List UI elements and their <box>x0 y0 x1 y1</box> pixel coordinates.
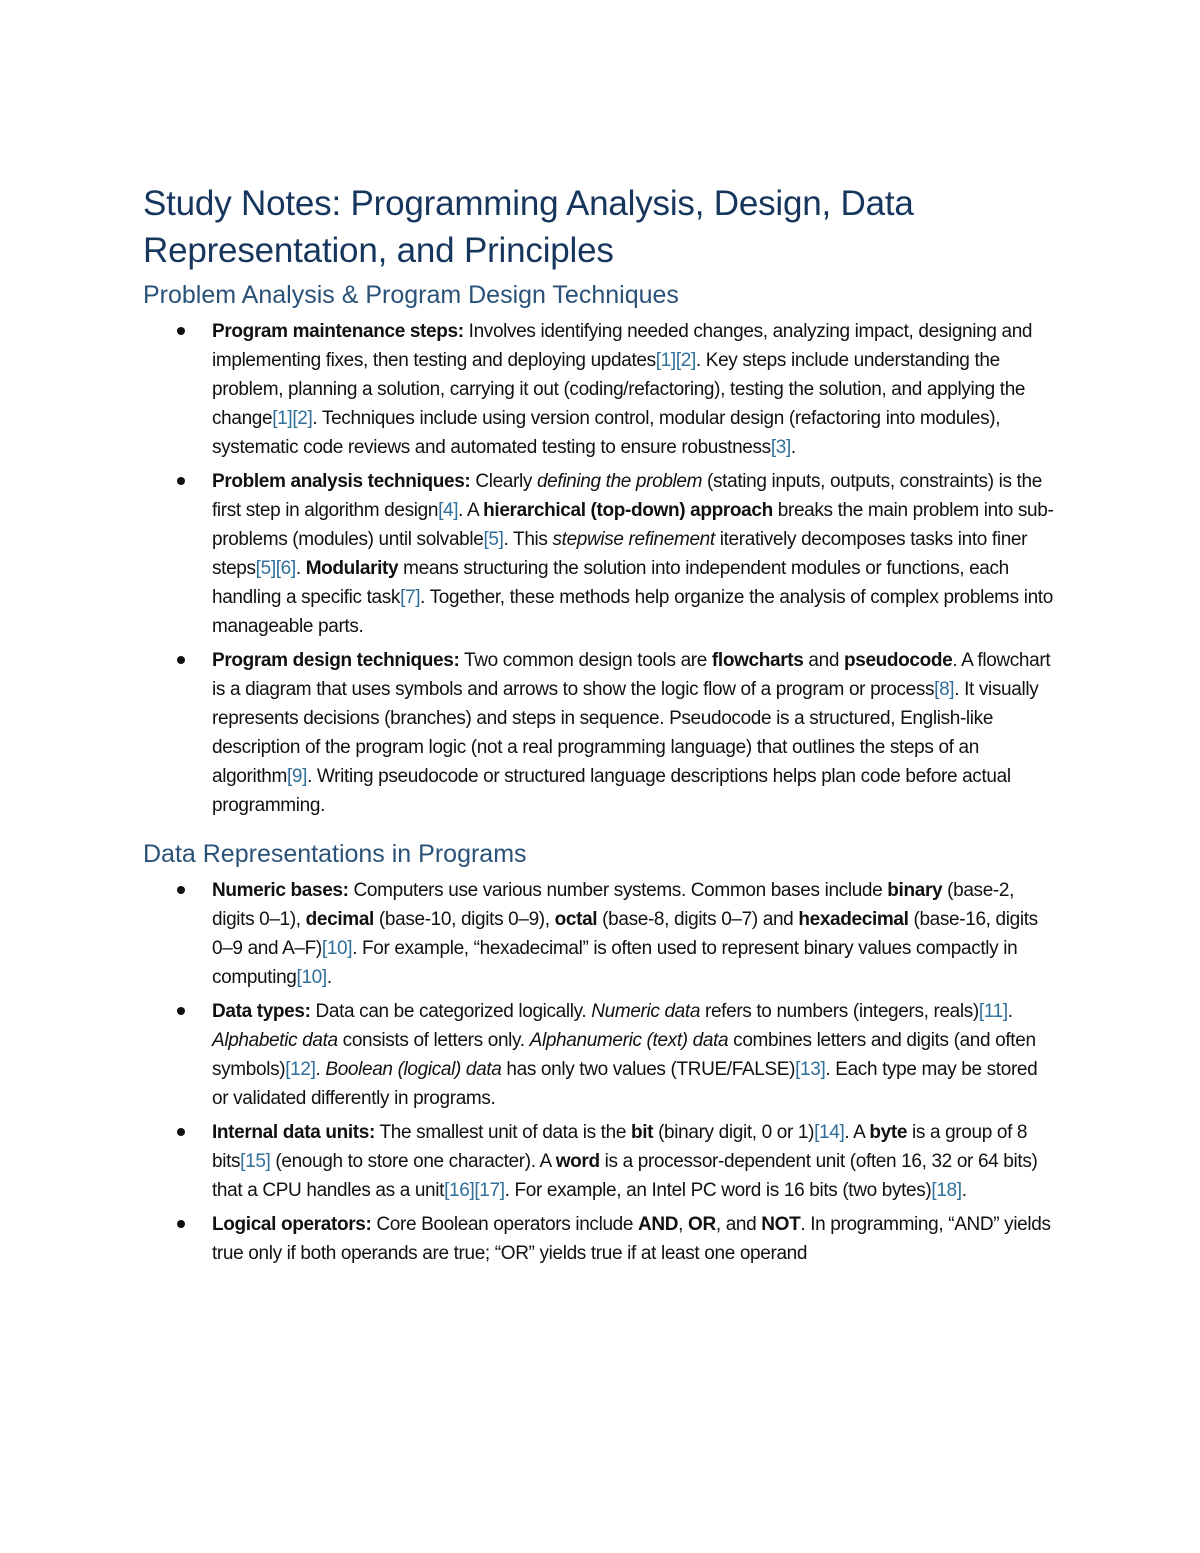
section-heading-problem-analysis: Problem Analysis & Program Design Techniques <box>143 281 679 309</box>
body-text: combines letters and digits (and often symbols) <box>212 1030 1036 1080</box>
bold-term: hexadecimal <box>798 909 909 930</box>
term-label: Internal data units: <box>212 1122 375 1143</box>
body-text: Data can be categorized logically. <box>310 1001 592 1022</box>
body-text: (stating inputs, outputs, constraints) is the first step in algorithm design <box>212 471 1042 521</box>
list-item-numeric-bases <box>143 876 1058 992</box>
term-label: Program maintenance steps: <box>212 321 464 342</box>
body-text: . <box>961 1180 967 1201</box>
body-text: . <box>315 1059 326 1080</box>
body-text: . In programming, “AND” yields true only if both operands are true; “OR” yields true if at least one operand <box>212 1214 1051 1264</box>
body-text: (enough to store one character). A <box>270 1151 556 1172</box>
body-text: . <box>326 967 332 988</box>
citation-link[interactable]: [10] <box>321 938 353 959</box>
bold-term: word <box>555 1151 600 1172</box>
body-text: Computers use various number systems. Common bases include <box>348 880 888 901</box>
body-text: and <box>803 650 844 671</box>
body-text: . Together, these methods help organize the analysis of complex problems into manageable parts. <box>212 587 1053 637</box>
bold-term: NOT <box>761 1214 801 1235</box>
list-item-internal-data-units <box>143 1118 1058 1205</box>
body-text: refers to numbers (integers, reals) <box>700 1001 979 1022</box>
term-label: Numeric bases: <box>212 880 349 901</box>
body-text: Two common design tools are <box>459 650 712 671</box>
italic-term: Alphabetic data <box>212 1030 338 1051</box>
body-text: , <box>678 1214 689 1235</box>
bold-term: Modularity <box>305 558 399 579</box>
citation-link[interactable]: [16] <box>444 1180 475 1201</box>
body-text: means structuring the solution into independent modules or functions, each handling a specific task <box>212 558 1009 608</box>
citation-link[interactable]: [13] <box>795 1059 826 1080</box>
body-text: (binary digit, 0 or 1) <box>653 1122 815 1143</box>
body-text: breaks the main problem into sub-problems (modules) until solvable <box>212 500 1054 550</box>
body-text: Clearly <box>470 471 537 492</box>
body-text: consists of letters only. <box>337 1030 530 1051</box>
list-item-logical-operators <box>143 1210 1058 1268</box>
page-title: Study Notes: Programming Analysis, Design, Data Representation, and Principles <box>143 184 914 270</box>
list-item-program-design <box>143 646 1058 820</box>
list-item-problem-analysis <box>143 467 1058 641</box>
citation-link[interactable]: [10] <box>296 967 327 988</box>
bold-term: AND <box>638 1214 679 1235</box>
term-label: Logical operators: <box>212 1214 372 1235</box>
citation-link[interactable]: [12] <box>285 1059 316 1080</box>
body-text: iteratively decomposes tasks into finer steps <box>212 529 1028 579</box>
body-text: The smallest unit of data is the <box>374 1122 631 1143</box>
bold-term: hierarchical (top-down) approach <box>483 500 773 521</box>
bold-term: octal <box>554 909 598 930</box>
body-text: . A <box>458 500 484 521</box>
italic-term: stepwise refinement <box>552 529 715 550</box>
body-text: . Key steps include understanding the problem, planning a solution, carrying it out (coding/refactoring), testing the solution, and applying the change <box>212 350 1026 429</box>
body-text: is a group of 8 bits <box>212 1122 1028 1172</box>
citation-link[interactable]: [6] <box>275 558 296 579</box>
citation-link[interactable]: [9] <box>287 766 308 787</box>
list-item-program-maintenance <box>143 317 1058 462</box>
body-text: , and <box>715 1214 762 1235</box>
body-text: . For example, an Intel PC word is 16 bits (two bytes) <box>504 1180 932 1201</box>
list-item-data-types <box>143 997 1058 1113</box>
bold-term: flowcharts <box>711 650 804 671</box>
body-text: has only two values (TRUE/FALSE) <box>501 1059 796 1080</box>
citation-link[interactable]: [2] <box>675 350 696 371</box>
body-text: . Each type may be stored or validated differently in programs. <box>212 1059 1038 1109</box>
term-label: Program design techniques: <box>212 650 460 671</box>
data-representations-list <box>143 876 1058 1268</box>
body-text: . A flowchart is a diagram that uses symbols and arrows to show the logic flow of a program or process <box>212 650 1051 700</box>
term-label: Problem analysis techniques: <box>212 471 471 492</box>
italic-term: Numeric data <box>591 1001 701 1022</box>
citation-link[interactable]: [1] <box>272 408 293 429</box>
body-text: . <box>1007 1001 1013 1022</box>
term-label: Data types: <box>212 1001 311 1022</box>
body-text: . Techniques include using version control, modular design (refactoring into modules), systematic code reviews and automated testing to ensure robustness <box>212 408 1001 458</box>
bold-term: OR <box>688 1214 716 1235</box>
citation-link[interactable]: [8] <box>934 679 955 700</box>
body-text: (base-16, digits 0–9 and A–F) <box>212 909 1038 959</box>
body-text: . <box>295 558 306 579</box>
citation-link[interactable]: [4] <box>438 500 459 521</box>
body-text: (base-2, digits 0–1), <box>212 880 1015 930</box>
citation-link[interactable]: [2] <box>292 408 313 429</box>
bold-term: decimal <box>305 909 374 930</box>
problem-analysis-list <box>143 317 1058 820</box>
body-text: (base-10, digits 0–9), <box>373 909 555 930</box>
body-text: is a processor-dependent unit (often 16, 32 or 64 bits) that a CPU handles as a unit <box>212 1151 1038 1201</box>
body-text: . This <box>503 529 553 550</box>
citation-link[interactable]: [5] <box>483 529 504 550</box>
citation-link[interactable]: [1] <box>655 350 676 371</box>
citation-link[interactable]: [14] <box>814 1122 845 1143</box>
body-text: . Writing pseudocode or structured language descriptions helps plan code before actual programming. <box>212 766 1011 816</box>
body-text: . A <box>844 1122 870 1143</box>
citation-link[interactable]: [7] <box>400 587 421 608</box>
italic-term: defining the problem <box>536 471 703 492</box>
body-text: Core Boolean operators include <box>371 1214 639 1235</box>
bold-term: binary <box>887 880 943 901</box>
citation-link[interactable]: [3] <box>770 437 791 458</box>
body-text: . <box>790 437 796 458</box>
citation-link[interactable]: [17] <box>474 1180 505 1201</box>
citation-link[interactable]: [11] <box>978 1001 1008 1022</box>
citation-link[interactable]: [15] <box>240 1151 271 1172</box>
citation-link[interactable]: [5] <box>255 558 276 579</box>
document-body <box>143 180 1058 1273</box>
section-heading-data-representations: Data Representations in Programs <box>143 840 527 868</box>
body-text: . It visually represents decisions (branches) and steps in sequence. Pseudocode is a structured, English-like description of the program logic (not a real programming language) that outlines the steps of an algorithm <box>212 679 1039 787</box>
body-text: (base-8, digits 0–7) and <box>597 909 799 930</box>
citation-link[interactable]: [18] <box>931 1180 962 1201</box>
bold-term: bit <box>630 1122 654 1143</box>
bold-term: byte <box>869 1122 908 1143</box>
italic-term: Boolean (logical) data <box>325 1059 502 1080</box>
body-text: . For example, “hexadecimal” is often used to represent binary values compactly in computing <box>212 938 1018 988</box>
body-text: Involves identifying needed changes, analyzing impact, designing and implementing fixes, then testing and deploying updates <box>212 321 1033 371</box>
italic-term: Alphanumeric (text) data <box>529 1030 729 1051</box>
bold-term: pseudocode <box>843 650 953 671</box>
